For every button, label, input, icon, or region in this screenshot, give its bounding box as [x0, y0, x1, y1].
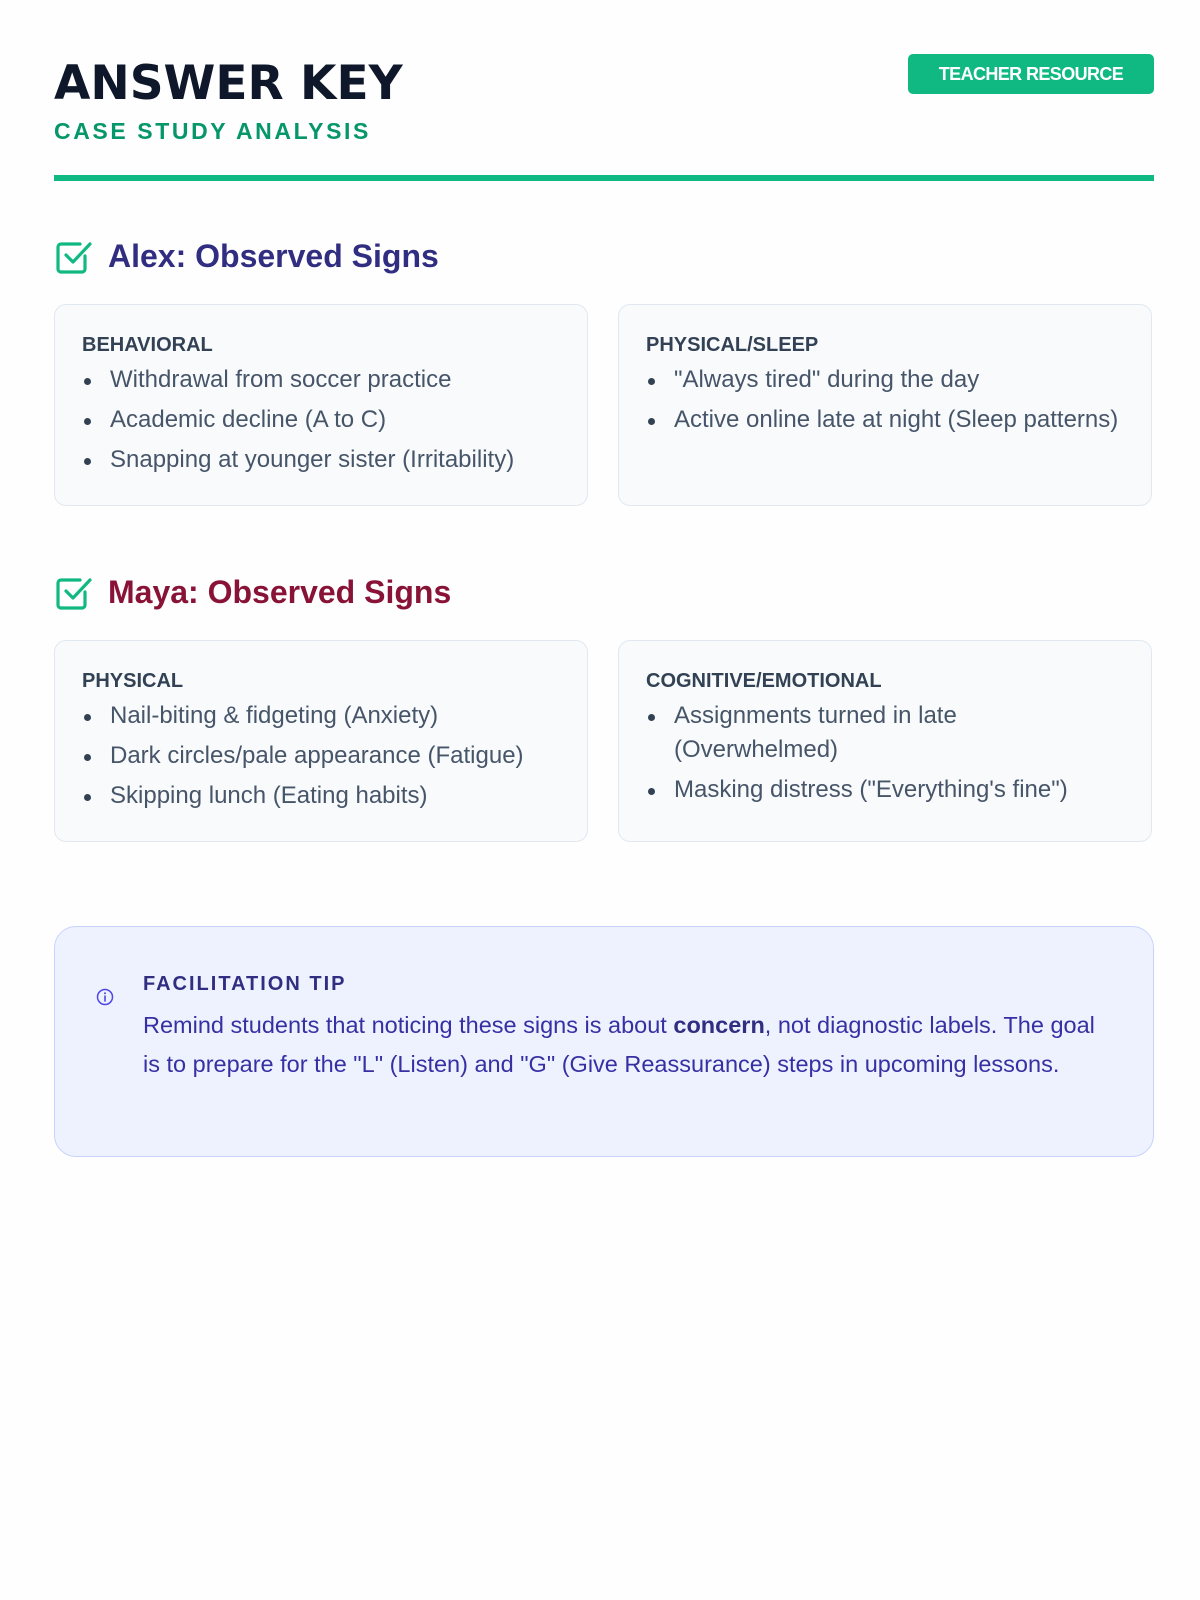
list-item: Academic decline (A to C)	[82, 403, 561, 437]
list-item: Snapping at younger sister (Irritability)	[82, 443, 561, 477]
card-label: PHYSICAL/SLEEP	[646, 334, 819, 356]
tip-label: FACILITATION TIP	[143, 973, 347, 995]
answer-key-page	[54, 0, 1154, 1077]
tip-body-text: Remind students that noticing these signs is about	[143, 1012, 674, 1038]
maya-cognitive-emotional-card	[618, 640, 1152, 842]
page-subtitle: CASE STUDY ANALYSIS	[54, 118, 371, 144]
alex-behavioral-card	[54, 304, 588, 506]
list-item: Nail-biting & fidgeting (Anxiety)	[82, 699, 561, 733]
alex-signs-cards	[54, 304, 1154, 508]
page-title: ANSWER KEY	[54, 56, 403, 111]
alex-physical-sleep-card	[618, 304, 1152, 506]
tip-body	[143, 1006, 1113, 1084]
list-item: Masking distress ("Everything's fine")	[646, 773, 1125, 807]
list-item: Active online late at night (Sleep patterns)	[646, 403, 1125, 437]
sign-list	[646, 699, 1125, 807]
alex-section-title: Alex: Observed Signs	[108, 238, 439, 274]
card-label: PHYSICAL	[82, 670, 184, 692]
tip-body-text: , not diagnostic labels. The goal is to prepare for the "L" (Listen) and "G" (Give Reassurance) steps in upcoming lessons.	[143, 1012, 1095, 1077]
teacher-resource-badge: TEACHER RESOURCE	[908, 54, 1154, 94]
list-item: "Always tired" during the day	[646, 363, 1125, 397]
list-item: Skipping lunch (Eating habits)	[82, 779, 561, 813]
sign-list	[646, 363, 1125, 437]
list-item: Withdrawal from soccer practice	[82, 363, 561, 397]
header-divider	[54, 175, 1154, 181]
alex-section-header	[54, 232, 1154, 282]
maya-section-header	[54, 568, 1154, 618]
sign-list	[82, 363, 561, 477]
alex-section	[54, 232, 1154, 473]
maya-physical-card	[54, 640, 588, 842]
checkbox-checked-icon	[54, 236, 94, 276]
list-item: Dark circles/pale appearance (Fatigue)	[82, 739, 561, 773]
sign-list	[82, 699, 561, 813]
card-label: BEHAVIORAL	[82, 334, 213, 356]
tip-emphasis: concern	[673, 1012, 765, 1038]
card-label: COGNITIVE/EMOTIONAL	[646, 670, 882, 692]
checkbox-checked-icon	[54, 572, 94, 612]
info-icon	[95, 987, 115, 1007]
maya-section-title: Maya: Observed Signs	[108, 574, 452, 610]
facilitation-tip-box	[54, 926, 1154, 1157]
page-header	[54, 0, 1154, 182]
maya-section	[54, 568, 1154, 809]
list-item: Assignments turned in late (Overwhelmed)	[646, 699, 1125, 767]
maya-signs-cards	[54, 640, 1154, 844]
